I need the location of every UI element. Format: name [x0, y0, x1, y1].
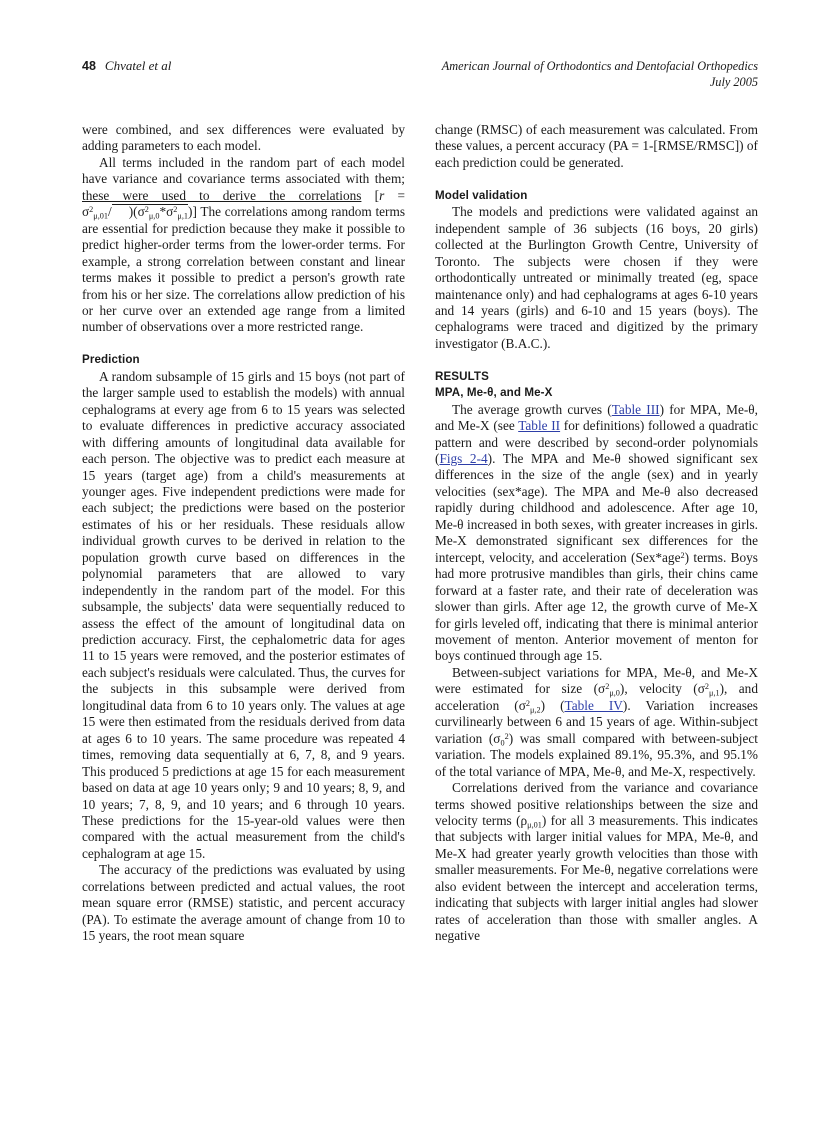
formula-sigma-2-subscript: μ,0 [148, 211, 160, 221]
link-table-3[interactable]: Table III [611, 401, 660, 417]
formula-sigma-1-subscript: μ,01 [93, 211, 109, 221]
running-head-left [82, 58, 171, 74]
running-head-journal [442, 58, 758, 90]
paragraph-right-3-part-a: The average growth curves ( [452, 401, 612, 417]
formula-sigma-2-exponent: 2 [144, 205, 149, 215]
variance-size-term [598, 681, 620, 696]
sigma-size: σ [598, 681, 606, 697]
heading-model-validation: Model validation [435, 188, 528, 202]
heading-prediction: Prediction [82, 353, 140, 367]
formula-sigma-2: σ [137, 204, 145, 220]
spacer-before-prediction [82, 336, 405, 352]
heading-mpa-subsection: MPA, Me-θ, and Me-X [435, 386, 553, 400]
paragraph-left-3: A random subsample of 15 girls and 15 boys (not part of the larger sample used to establish the models) with annual cephalograms at every age from 6 to 15 years was selected to evaluate differences in predictive accuracy associated with differing amounts of longitudinal data available for each person. The objective was to predict each measure at 15 years (target age) from a child's measurements at younger ages. Five independent predictions were made for each subject; the predictions were based on the posterior estimates of his or her residuals. These residuals allow individual growth curves to be derived in relation to the population growth curve based on differences in the polynomial parameters that are allowed to vary independently in the random part of the model. For this subsample, the subjects' data were sequentially reduced to assess the effect of the amount of longitudinal data on prediction accuracy. First, the cephalometric data for ages 11 to 15 years were removed, and the posterior estimates of each subject's residuals were calculated. Thus, the curves for the subjects in this subsample were derived from longitudinal data from 6 to 10 years only. The values at age 15 were then estimated from the residuals derived from data at ages 6 to 10 years. The same procedure was repeated 4 times, removing data sequentially at 6, 7, 8, and 9 years. This produced 5 predictions at age 15 for each measurement based on data at age 10 years only; 9 and 10 years; 8, 9, and 10 years; 7, 8, 9, and 10 years; and 6 through 10 years. These predictions for the 15-year-old values were then compared with the actual measurement from the child's cephalogram at age 15. [82, 368, 405, 861]
spacer-before-results [435, 352, 758, 368]
paragraph-right-4-part-c: ), and acceleration ( [435, 681, 758, 713]
paragraph-left-2 [82, 155, 405, 336]
sigma-size-subscript: μ,0 [609, 688, 620, 698]
rho-symbol: ρ [520, 813, 528, 828]
sigma-velocity: σ [697, 681, 705, 697]
journal-issue-date: July 2005 [709, 75, 758, 89]
sigma-within: σ [493, 730, 501, 746]
formula-close: )] [188, 204, 197, 220]
underlined-phrase: these were used to derive the correlations [82, 187, 362, 203]
link-table-4[interactable]: Table IV [564, 697, 623, 713]
spacer-before-model-validation [435, 171, 758, 187]
link-figs-2-4[interactable]: Figs 2-4 [439, 451, 488, 467]
paragraph-right-5-part-b: ) for all 3 measurements. This indicates that subjects with larger initial values for MPA, Me-θ, and Me-X had greater yearly growth velocities than those with smaller measurements. For Me-θ, negative correlations were also evident between the intercept and acceleration terms, indicating that subjects with larger initial angles had slower rates of acceleration than those with smaller angles. A negative [435, 813, 758, 944]
formula-sigma-1: σ [82, 204, 90, 220]
sigma-acceleration: σ [518, 697, 526, 713]
paragraph-right-4-part-b: ), velocity ( [619, 681, 698, 697]
paragraph-left-4: The accuracy of the predictions was evaluated by using correlations between predicted and actual values, the root mean square error (RMSE) statistic, and percent accuracy (PA). To estimate the average amount of change from 10 to 15 years, the root mean square [82, 862, 405, 944]
paragraph-left-2-part-d: The correlations among random terms are essential for prediction because they make it possible to predict higher-order terms from the lower-order terms. For example, a strong correlation between constant and linear terms makes it possible to predict a person's growth rate from his or her size. The correlations allow prediction of his or her curve over an extended age range from a limited number of observations over a more restricted range. [82, 204, 405, 335]
journal-title: American Journal of Orthodontics and Dentofacial Orthopedics [441, 59, 758, 73]
variance-velocity-term [698, 681, 720, 696]
paragraph-right-5-part-a: Correlations derived from the variance and covariance terms showed positive relationships between the size and velocity terms ( [435, 780, 758, 828]
sigma-acceleration-subscript: μ,2 [530, 705, 541, 715]
page-folio-number: 48 [82, 59, 96, 73]
paragraph-left-2-equals: = [384, 187, 405, 203]
sigma-size-exponent: 2 [605, 682, 610, 692]
paragraph-right-3-part-e: ) terms. Boys had more protrusive mandibles than girls, their chins came forward at a faster rate, and their rate of deceleration was slower than girls. After age 12, the growth curve of Me-X for girls leveled off, indicating that there is minimal anterior movement of menton. Anterior movement of menton for boys continued through age 15. [435, 549, 758, 664]
link-table-2[interactable]: Table II [518, 418, 561, 434]
column-left [82, 122, 405, 945]
paragraph-right-4 [435, 665, 758, 780]
running-head-authors: Chvatel et al [104, 58, 172, 73]
formula-sigma-3: σ [166, 204, 174, 220]
formula-radical-open: )( [128, 204, 138, 220]
paragraph-right-2: The models and predictions were validated against an independent sample of 36 subjects (16 boys, 20 girls) collected at the Burlington Growth Centre, University of Toronto. The subjects were chosen if they were orthodontically untreated or minimally treated (eg, space maintenance only) and had cephalograms at ages 6-10 years and 14 years (girls) and 6-10 and 15 years (boys). The cephalograms were traced and digitized by the primary investigator (B.A.C.). [435, 204, 758, 351]
paragraph-right-3-part-d: ). The MPA and Me-θ showed significant sex differences in the size of the angle (sex) and in yearly velocities (sex*age). The MPA and Me-θ also decreased rapidly during childhood and adolescence. After age 10, Me-θ increased in both sexes, with greater increases in girls. Me-X demonstrated significant sex differences for the intercept, velocity, and acceleration (Sex*age [435, 451, 758, 565]
paragraph-right-5 [435, 780, 758, 945]
variance-acceleration-term [519, 698, 541, 713]
paragraph-right-4-part-e: ). Variation increases curvilinearly between 6 and 15 years of age. Within-subject variation ( [435, 697, 758, 746]
rho-correlation-term [521, 813, 542, 828]
paragraph-right-3-part-b: ) for MPA, Me-θ, and Me-X (see [435, 401, 758, 434]
formula-sigma-3-subscript: μ,1 [177, 211, 189, 221]
formula-multiply: * [159, 204, 167, 220]
sigma-acceleration-exponent: 2 [525, 698, 530, 708]
paragraph-left-1: were combined, and sex differences were evaluated by adding parameters to each model. [82, 122, 405, 154]
sigma-velocity-exponent: 2 [704, 682, 710, 692]
formula-sigma-3-exponent: 2 [173, 205, 178, 215]
running-head [82, 58, 758, 104]
paragraph-right-4-part-d: ) ( [540, 697, 565, 713]
formula-sigma-1-exponent: 2 [89, 205, 94, 215]
formula-radical [112, 204, 188, 219]
correlation-formula [82, 204, 197, 219]
formula-divider: / [108, 204, 112, 220]
sex-age-exponent: 2 [680, 550, 685, 560]
paragraph-right-4-part-a: Between-subject variations for MPA, Me-θ, and Me-X were estimated for size ( [435, 664, 758, 697]
within-subject-variance-term [493, 731, 508, 746]
heading-results: RESULTS [435, 369, 489, 383]
paragraph-right-1: change (RMSC) of each measurement was calculated. From these values, a percent accuracy (PA = 1-[RMSE/RMSC]) of each prediction could be generated. [435, 122, 758, 170]
paragraph-right-3 [435, 402, 758, 665]
sigma-within-subscript: 0 [500, 738, 505, 748]
paragraph-right-4-part-f: ) was small compared with between-subject variation. The models explained 89.1%, 95.3%, and 95.1% of the total variance of MPA, Me-θ, and Me-X, respectively. [435, 730, 758, 779]
paragraph-left-2-part-a: All terms included in the random part of each model have variance and covariance terms associated with them; [82, 154, 405, 187]
paragraph-right-3-part-c: for definitions) followed a quadratic pattern and were described by second-order polynomials ( [435, 418, 758, 467]
sigma-within-exponent: 2 [504, 731, 509, 741]
rho-subscript: μ,01 [527, 820, 542, 830]
paragraph-left-2-part-b: [ [361, 187, 380, 203]
column-right [435, 122, 758, 945]
sigma-velocity-subscript: μ,1 [709, 688, 720, 698]
variable-r: r [379, 187, 385, 203]
